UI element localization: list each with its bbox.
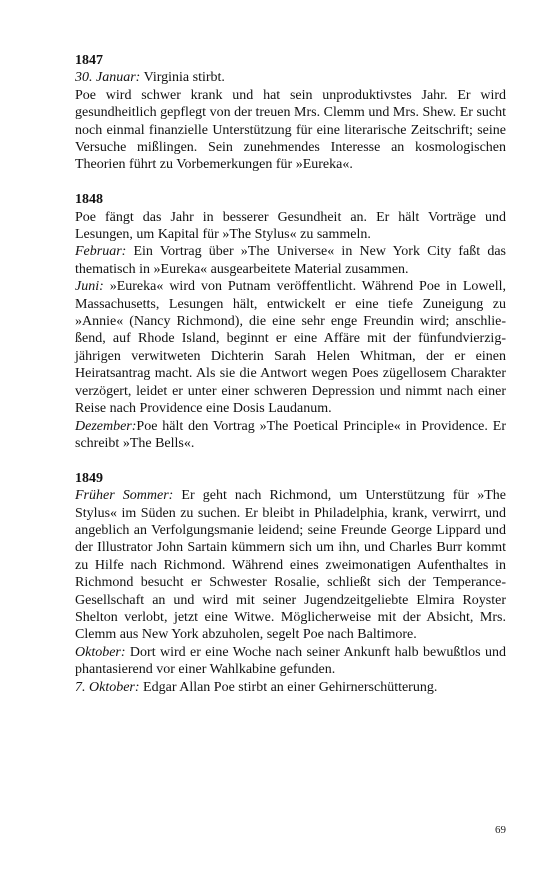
entry-text: »Eureka« wird von Putnam veröffentlicht. Während Poe in Lowell, Massachusetts, Lesungen hält, entwickelt er eine tiefe Zuneigung zu »Annie« (Nancy Richmond), die eine sehr enge Freundin wird; anschließend, auf Rhode Island, beginnt er eine Affäre mit der fünfundvierzigjährigen verwitweten Dichterin Sarah Helen Whitman, der er einen Heiratsantrag macht. Als sie die Antwort wegen Poes zügellosem Charakter verzögert, leidet er unter einer schweren Depression und nimmt nach einer Reise nach Providence eine Dosis Laudanum. [75,279,506,417]
chronology-text-block [75,52,506,713]
entry-text: Poe hält den Vortrag »The Poetical Principle« in Providence. Er schreibt »The Bells«. [75,418,506,451]
entry-text: Dort wird er eine Woche nach seiner Ankunft halb bewußtlos und phantasierend vor einer Wahlkabine gefunden. [75,644,506,678]
year-section-1848 [75,191,506,452]
entry-date-label: Februar: [75,244,127,260]
chronology-entry [75,487,506,644]
entry-date-label: 30. Januar: [75,70,141,86]
entry-date-label: Dezember: [75,418,137,434]
entry-text: Er geht nach Richmond, um Unterstützung für »The Stylus« im Süden zu suchen. Er bleibt in Philadelphia, krank, verwirrt, und angeblich an Verfolgungsmanie leidend; seine Freunde George Lippard und der Illustrator John Sartain kümmern sich um ihn, und Charles Burr kommt zu Hilfe nach Richmond. Während eines zweimonatigen Aufenthaltes in Richmond besucht er Schwester Rosalie, schließt sich der Temperance-Gesellschaft an und wird mit seiner Jugendzeitgeliebte Elmira Royster Shelton verlobt, jetzt eine Witwe. Möglicherweise mit der Absicht, Mrs. Clemm aus New York abzuholen, segelt Poe nach Baltimore. [75,488,506,643]
chronology-entry [75,418,506,453]
year-heading: 1847 [75,53,103,68]
page-number: 69 [495,824,506,836]
entry-date-label: Früher Sommer: [75,488,174,504]
year-heading: 1849 [75,470,103,486]
entry-text: Edgar Allan Poe stirbt an einer Gehirnerschütterung. [139,679,438,695]
entry-date-label: Oktober: [75,644,126,660]
entry-text: Ein Vortrag über »The Universe« in New York City faßt das thematisch in »Eureka« ausgearbeitete Material zusammen. [75,244,506,277]
chronology-entry [75,679,506,696]
chronology-entry [75,278,506,417]
year-heading: 1848 [75,192,103,208]
entry-text: Poe wird schwer krank und hat sein unproduktivstes Jahr. Er wird gesundheitlich gepflegt von der treuen Mrs. Clemm und Mrs. Shew. Er sucht noch einmal finanzielle Unterstützung für eine literarische Zeitschrift; seine Versuche mißlingen. Sein zunehmendes Interesse an kosmologischen Theorien führt zu Vorbemerkungen für »Eureka«. [75,87,506,173]
chronology-entry [75,87,506,174]
year-section-1847 [75,52,506,174]
chronology-entry [75,209,506,244]
chronology-entry [75,243,506,278]
chronology-entry [75,69,506,86]
entry-text: Poe fängt das Jahr in besserer Gesundheit an. Er hält Vorträge und Lesungen, um Kapital für »The Stylus« zu sammeln. [75,209,506,243]
entry-date-label: Juni: [75,279,104,295]
entry-date-label: 7. Oktober: [75,679,140,695]
entry-text: Virginia stirbt. [140,70,225,86]
chronology-entry [75,644,506,679]
year-section-1849 [75,470,506,696]
